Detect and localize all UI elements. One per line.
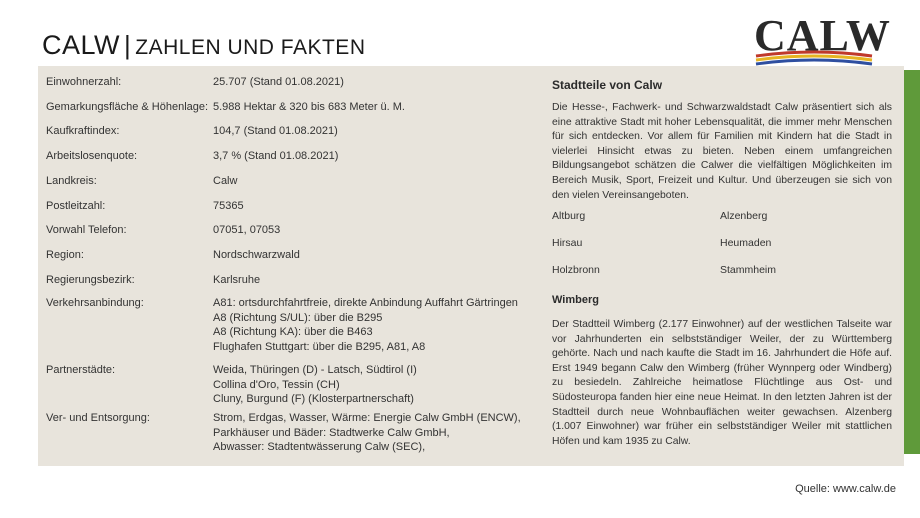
fact-value: [213, 296, 543, 354]
fact-label: Arbeitslosenquote:: [46, 150, 138, 162]
fact-value-line: Flughafen Stuttgart: über die B295, A81, A8: [213, 340, 426, 353]
fact-value-line: Strom, Erdgas, Wasser, Wärme: Energie Calw GmbH (ENCW),: [213, 412, 521, 424]
fact-label: Postleitzahl:: [46, 200, 106, 212]
fact-value-line: A8 (Richtung KA): über die B463: [213, 326, 373, 338]
fact-value: [213, 411, 543, 455]
fact-value-line: 104,7 (Stand 01.08.2021): [213, 125, 338, 137]
title-sub: ZAHLEN UND FAKTEN: [135, 36, 366, 59]
fact-value-line: Abwasser: Stadtentwässerung Calw (SEC),: [213, 441, 426, 453]
fact-value-line: Calw: [213, 175, 238, 187]
fact-value: [213, 174, 543, 189]
district-altburg: Altburg: [552, 210, 586, 222]
fact-value: [213, 75, 543, 90]
district-holzbronn: Holzbronn: [552, 264, 600, 276]
calw-logo: [754, 10, 891, 70]
fact-value: [213, 273, 543, 288]
fact-value-line: A8 (Richtung S/UL): über die B295: [213, 311, 383, 324]
fact-value-line: 07051, 07053: [213, 224, 281, 236]
fact-label: Region:: [46, 249, 84, 261]
fact-label: Kaufkraftindex:: [46, 125, 120, 137]
fact-label: Partnerstädte:: [46, 364, 116, 376]
fact-value-line: Nordschwarzwald: [213, 249, 300, 261]
title-separator: |: [124, 30, 132, 60]
fact-label: Ver- und Entsorgung:: [46, 412, 150, 424]
fact-value-line: 5.988 Hektar & 320 bis 683 Meter ü. M.: [213, 101, 405, 113]
source-note: Quelle: www.calw.de: [795, 483, 896, 495]
fact-label: Vorwahl Telefon:: [46, 224, 127, 236]
fact-value-line: Cluny, Burgund (F) (Klosterpartnerschaft): [213, 393, 414, 405]
district-hirsau: Hirsau: [552, 237, 583, 249]
content-panel: [38, 66, 904, 466]
fact-label: Landkreis:: [46, 175, 97, 187]
wimberg-text: Der Stadtteil Wimberg (2.177 Einwohner) auf der westlichen Talseite war vor Jahrhunderten ein selbstständiger Weiler, der zu Württemberg gehörte. Nach und nach kaufte die Stadt im 16. Jahrhundert die Höfe auf. Erst 1949 begann Calw den Wimberg (früher Wynnperg oder Windberg) zu besiedeln. Zahlreiche heimatlose Flüchtlinge aus Ost- und Südosteuropa fanden hier eine neue Heimat. In den letzten Jahren ist der Stadtteil durch neue Wohnbauflächen weiter gewachsen. Alzenberg (1.007 Einwohner) war früher ein selbstständiger Weiler mit stattlichen Höfen und kam 1935 zu Calw.: [552, 319, 892, 447]
accent-bar: [904, 70, 920, 454]
district-stammheim: Stammheim: [720, 264, 777, 276]
fact-value-line: Karlsruhe: [213, 274, 261, 286]
district-alzenberg: Alzenberg: [720, 210, 768, 222]
fact-value-line: Collina d'Oro, Tessin (CH): [213, 378, 340, 391]
page-title: [42, 30, 365, 61]
fact-value: [213, 149, 543, 164]
fact-value: [213, 124, 543, 139]
fact-value-line: Parkhäuser und Bäder: Stadtwerke Calw GmbH,: [213, 426, 450, 439]
fact-label: Verkehrsanbindung:: [46, 297, 144, 309]
fact-value: [213, 223, 543, 238]
fact-value-line: 75365: [213, 200, 244, 212]
stadtteile-heading: Stadtteile von Calw: [552, 78, 663, 92]
fact-value-line: 3,7 % (Stand 01.08.2021): [213, 150, 339, 162]
fact-value: [213, 248, 543, 263]
fact-value: [213, 100, 543, 115]
fact-label: Regierungsbezirk:: [46, 274, 135, 286]
fact-value-line: 25.707 (Stand 01.08.2021): [213, 76, 344, 88]
fact-value-line: Weida, Thüringen (D) - Latsch, Südtirol (I): [213, 364, 417, 376]
fact-value-line: A81: ortsdurchfahrtfreie, direkte Anbindung Auffahrt Gärtringen: [213, 297, 518, 309]
fact-value: [213, 363, 543, 407]
wimberg-heading: Wimberg: [552, 294, 599, 306]
fact-label: Einwohnerzahl:: [46, 76, 122, 88]
fact-label: Gemarkungsfläche & Höhenlage:: [46, 101, 209, 113]
stadtteile-intro: Die Hesse-, Fachwerk- und Schwarzwaldstadt Calw präsentiert sich als eine attraktive Stadt mit hoher Lebensqualität, die immer mehr Menschen für sich entdecken. Vor allem für Familien mit Kindern hat die Stadt in vielerlei Hinsicht etwas zu bieten. Neben einem umfangreichen Bildungsangebot schätzen die Calwer die vielfältigen Möglichkeiten im Bereich Musik, Sport, Freizeit und Kultur. Und überzeugen sie sich von den vielen Vereinsangeboten.: [552, 102, 892, 201]
title-main: CALW: [42, 30, 121, 60]
logo-wordmark: CALW: [754, 11, 891, 60]
fact-value: [213, 199, 543, 214]
district-heumaden: Heumaden: [720, 237, 772, 249]
